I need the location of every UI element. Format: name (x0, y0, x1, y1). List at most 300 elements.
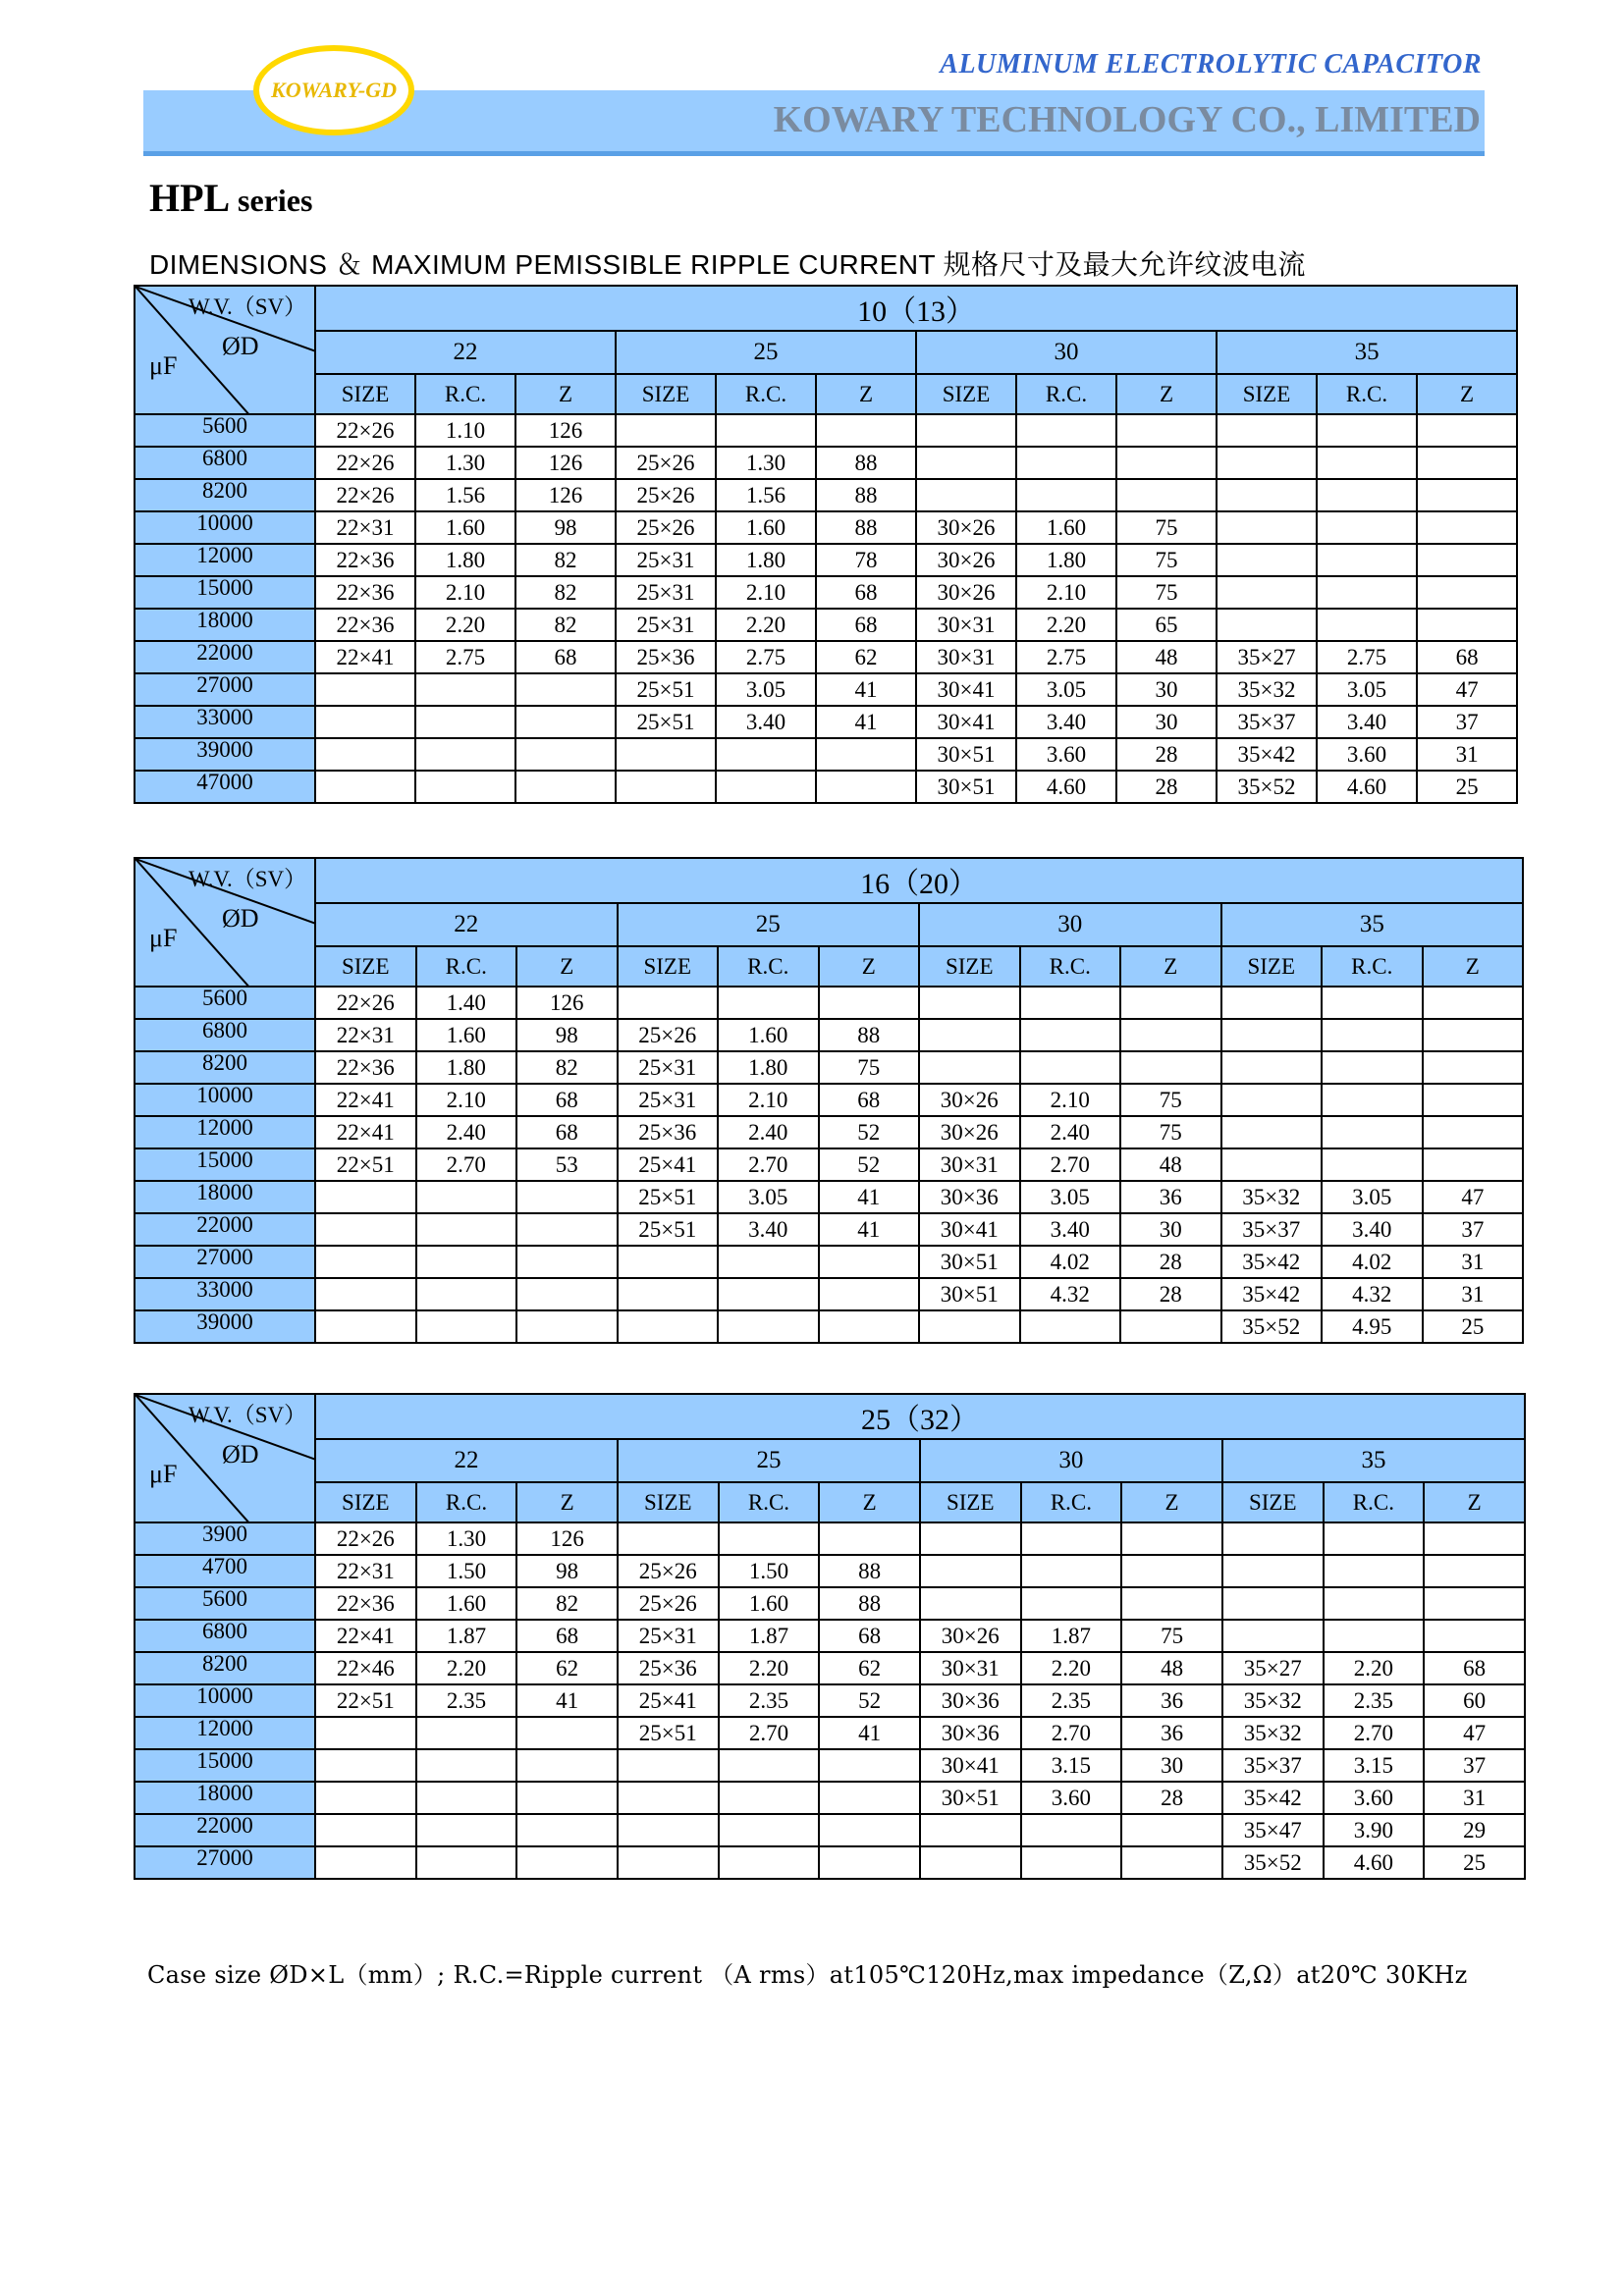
diameter-label: ØD (222, 332, 259, 360)
series-name: HPL (149, 176, 229, 220)
z-cell (1121, 1555, 1222, 1587)
z-cell: 68 (515, 641, 616, 673)
size-cell (618, 1310, 719, 1343)
size-cell: 22×26 (315, 987, 416, 1019)
rc-cell: 1.87 (416, 1620, 517, 1652)
z-cell: 88 (819, 1587, 920, 1620)
size-cell: 25×31 (618, 1084, 719, 1116)
size-cell (1221, 1116, 1323, 1148)
rc-cell: 1.87 (1021, 1620, 1122, 1652)
z-cell (819, 1782, 920, 1814)
z-cell: 52 (819, 1116, 920, 1148)
z-cell (816, 414, 916, 447)
table-row (135, 479, 1517, 511)
rc-cell: 3.05 (1322, 1181, 1423, 1213)
capacitance-cell: 6800 (135, 1019, 315, 1051)
rc-cell (1322, 987, 1423, 1019)
z-cell (1116, 414, 1217, 447)
z-cell: 68 (819, 1084, 920, 1116)
voltage-row (135, 858, 1523, 903)
rc-cell (416, 1181, 517, 1213)
z-cell: 126 (515, 447, 616, 479)
rc-cell: 3.40 (718, 1213, 819, 1246)
rc-cell (1317, 609, 1417, 641)
rc-cell: 3.60 (1317, 738, 1417, 771)
size-cell: 30×26 (919, 1084, 1020, 1116)
z-header: Z (1424, 1482, 1525, 1522)
rc-cell: 2.10 (716, 576, 816, 609)
size-header: SIZE (315, 946, 416, 987)
z-cell: 41 (816, 706, 916, 738)
size-cell: 35×37 (1222, 1749, 1324, 1782)
z-cell: 82 (516, 1587, 618, 1620)
rc-cell (716, 414, 816, 447)
z-cell (1120, 1019, 1221, 1051)
rc-cell: 1.80 (716, 544, 816, 576)
z-cell: 28 (1121, 1782, 1222, 1814)
diameter-header: 25 (616, 331, 916, 374)
size-cell (315, 1310, 416, 1343)
size-cell: 35×52 (1217, 771, 1317, 803)
rc-cell: 2.20 (1324, 1652, 1425, 1684)
rc-cell: 2.40 (1020, 1116, 1121, 1148)
size-cell: 22×51 (315, 1148, 416, 1181)
table-row (135, 1814, 1525, 1846)
z-cell: 68 (1424, 1652, 1525, 1684)
size-cell (1222, 1522, 1324, 1555)
capacitance-cell: 18000 (135, 1782, 315, 1814)
rc-cell (1317, 414, 1417, 447)
rc-cell: 2.20 (716, 609, 816, 641)
size-cell: 35×32 (1221, 1181, 1323, 1213)
size-cell: 30×26 (916, 576, 1016, 609)
z-cell: 126 (516, 1522, 618, 1555)
size-cell (920, 1555, 1021, 1587)
z-cell: 28 (1116, 738, 1217, 771)
footnote: Case size ØD×L（mm）; R.C.=Ripple current （A rms）at105℃120Hz,max impedance（Z,Ω）at20℃ 30KHz (147, 1961, 1468, 1989)
size-cell (1221, 987, 1323, 1019)
z-header: Z (819, 1482, 920, 1522)
size-cell: 22×46 (315, 1652, 416, 1684)
size-cell (1217, 609, 1317, 641)
size-cell: 25×51 (618, 1181, 719, 1213)
rc-cell: 4.60 (1317, 771, 1417, 803)
z-header: Z (816, 374, 916, 414)
size-cell: 35×27 (1217, 641, 1317, 673)
rc-header: R.C. (1324, 1482, 1425, 1522)
diameter-header: 30 (919, 903, 1221, 946)
diameter-header: 30 (920, 1439, 1222, 1482)
size-cell: 35×32 (1222, 1717, 1324, 1749)
spec-table (134, 1393, 1526, 1880)
z-cell (819, 1749, 920, 1782)
rc-cell: 2.10 (416, 1084, 517, 1116)
rc-cell: 3.40 (716, 706, 816, 738)
rc-cell (1016, 414, 1116, 447)
rc-cell (415, 771, 515, 803)
rc-cell (1317, 447, 1417, 479)
rc-cell: 3.15 (1021, 1749, 1122, 1782)
size-cell: 25×36 (616, 641, 716, 673)
z-cell: 30 (1116, 673, 1217, 706)
diameter-header: 35 (1221, 903, 1524, 946)
size-cell: 25×26 (618, 1587, 719, 1620)
size-header: SIZE (919, 946, 1020, 987)
z-cell (516, 1717, 618, 1749)
rc-cell (1021, 1846, 1122, 1879)
z-cell: 48 (1116, 641, 1217, 673)
z-cell: 47 (1423, 1181, 1524, 1213)
company-name: KOWARY TECHNOLOGY CO., LIMITED (773, 99, 1481, 140)
z-cell (1423, 1019, 1524, 1051)
z-cell: 82 (515, 609, 616, 641)
size-cell: 30×51 (919, 1278, 1020, 1310)
rc-cell: 1.80 (718, 1051, 819, 1084)
rc-cell (1322, 1084, 1423, 1116)
z-cell (819, 1846, 920, 1879)
table-row (135, 1749, 1525, 1782)
rc-cell (416, 1782, 517, 1814)
rc-cell: 3.05 (718, 1181, 819, 1213)
size-cell (1222, 1555, 1324, 1587)
rc-cell (415, 673, 515, 706)
size-cell: 22×41 (315, 1116, 416, 1148)
table-row (135, 1148, 1523, 1181)
rc-cell (1324, 1522, 1425, 1555)
rc-cell (416, 1717, 517, 1749)
z-cell: 82 (515, 576, 616, 609)
size-cell (315, 1814, 416, 1846)
rc-cell: 1.56 (415, 479, 515, 511)
rc-cell (1322, 1019, 1423, 1051)
table-row (135, 511, 1517, 544)
rc-cell (415, 738, 515, 771)
z-cell (1120, 987, 1221, 1019)
table-row (135, 1652, 1525, 1684)
size-cell: 35×52 (1221, 1310, 1323, 1343)
z-cell: 30 (1120, 1213, 1221, 1246)
rc-cell (1317, 511, 1417, 544)
z-cell (1417, 576, 1517, 609)
rc-cell: 1.60 (416, 1587, 517, 1620)
page-subtitle: DIMENSIONS ＆ MAXIMUM PEMISSIBLE RIPPLE CURRENT 规格尺寸及最大允许纹波电流 (149, 249, 1306, 280)
rc-cell: 3.15 (1324, 1749, 1425, 1782)
size-cell: 30×36 (920, 1717, 1021, 1749)
size-cell: 25×51 (616, 673, 716, 706)
rc-cell (718, 1310, 819, 1343)
size-cell: 22×41 (315, 641, 415, 673)
rc-cell (718, 987, 819, 1019)
z-cell: 28 (1120, 1246, 1221, 1278)
table-row (135, 1278, 1523, 1310)
series-suffix: series (238, 183, 313, 218)
capacitance-cell: 15000 (135, 1749, 315, 1782)
size-cell: 30×41 (916, 706, 1016, 738)
rc-cell: 3.40 (1322, 1213, 1423, 1246)
z-cell: 37 (1424, 1749, 1525, 1782)
z-cell (1424, 1587, 1525, 1620)
size-cell (315, 1213, 416, 1246)
size-cell: 30×41 (916, 673, 1016, 706)
table-row (135, 1084, 1523, 1116)
size-cell: 22×36 (315, 609, 415, 641)
z-cell (819, 1246, 920, 1278)
size-cell: 35×42 (1222, 1782, 1324, 1814)
z-cell: 82 (516, 1051, 618, 1084)
size-cell: 25×41 (618, 1684, 719, 1717)
rc-cell: 4.02 (1322, 1246, 1423, 1278)
z-header: Z (819, 946, 920, 987)
z-cell: 68 (516, 1620, 618, 1652)
header-corner-cell (135, 858, 315, 987)
z-cell (1424, 1522, 1525, 1555)
z-cell (1423, 1084, 1524, 1116)
capacitance-cell: 8200 (135, 1652, 315, 1684)
rc-cell (1020, 1310, 1121, 1343)
size-cell: 22×26 (315, 414, 415, 447)
rc-cell (1317, 479, 1417, 511)
rc-cell: 2.20 (415, 609, 515, 641)
table-row (135, 576, 1517, 609)
z-cell: 29 (1424, 1814, 1525, 1846)
diameter-label: ØD (222, 1440, 259, 1468)
z-cell: 88 (819, 1019, 920, 1051)
z-cell (1121, 1814, 1222, 1846)
rc-header: R.C. (415, 374, 515, 414)
z-cell (816, 738, 916, 771)
rc-cell (1322, 1116, 1423, 1148)
z-cell: 36 (1121, 1717, 1222, 1749)
rc-cell: 1.80 (416, 1051, 517, 1084)
size-cell (618, 1749, 719, 1782)
size-cell: 25×26 (616, 447, 716, 479)
rc-cell (416, 1213, 517, 1246)
z-cell: 68 (816, 576, 916, 609)
z-cell: 37 (1423, 1213, 1524, 1246)
size-cell: 25×51 (618, 1717, 719, 1749)
company-logo (253, 45, 414, 135)
size-cell (920, 1814, 1021, 1846)
table-row (135, 1181, 1523, 1213)
rc-cell: 2.10 (1016, 576, 1116, 609)
rc-cell: 1.60 (719, 1587, 820, 1620)
product-type-title: ALUMINUM ELECTROLYTIC CAPACITOR (940, 49, 1482, 80)
size-cell: 30×31 (916, 609, 1016, 641)
column-header-row (135, 946, 1523, 987)
size-header: SIZE (315, 374, 415, 414)
table-row (135, 1213, 1523, 1246)
z-cell (516, 1246, 618, 1278)
size-header: SIZE (920, 1482, 1021, 1522)
diameter-label: ØD (222, 904, 259, 933)
capacitance-cell: 27000 (135, 1246, 315, 1278)
rc-cell: 3.40 (1016, 706, 1116, 738)
table-row (135, 1782, 1525, 1814)
z-cell (516, 1181, 618, 1213)
size-cell (1217, 544, 1317, 576)
capacitance-cell: 47000 (135, 771, 315, 803)
capacitance-cell: 5600 (135, 414, 315, 447)
size-cell (315, 706, 415, 738)
rc-cell (416, 1246, 517, 1278)
z-cell: 31 (1423, 1278, 1524, 1310)
z-cell: 88 (819, 1555, 920, 1587)
size-cell: 35×27 (1222, 1652, 1324, 1684)
z-cell: 25 (1417, 771, 1517, 803)
size-cell (618, 1846, 719, 1879)
z-cell: 98 (516, 1019, 618, 1051)
rc-cell: 3.05 (716, 673, 816, 706)
size-cell (920, 1522, 1021, 1555)
size-cell (920, 1587, 1021, 1620)
capacitance-cell: 27000 (135, 1846, 315, 1879)
rc-cell: 2.20 (1021, 1652, 1122, 1684)
rc-cell (416, 1846, 517, 1879)
table-row (135, 1620, 1525, 1652)
z-cell (515, 706, 616, 738)
voltage-row (135, 1394, 1525, 1439)
capacitance-cell: 6800 (135, 447, 315, 479)
z-cell: 48 (1120, 1148, 1221, 1181)
z-header: Z (1121, 1482, 1222, 1522)
z-cell: 36 (1121, 1684, 1222, 1717)
size-cell: 35×42 (1221, 1278, 1323, 1310)
logo-text: KOWARY-GD (271, 78, 397, 102)
z-cell (516, 1749, 618, 1782)
rc-header: R.C. (719, 1482, 820, 1522)
z-cell (1417, 414, 1517, 447)
size-cell (315, 771, 415, 803)
header-corner-cell (135, 286, 315, 414)
rc-cell: 2.35 (1021, 1684, 1122, 1717)
rc-cell (1016, 479, 1116, 511)
size-cell: 30×26 (916, 544, 1016, 576)
size-cell (618, 1782, 719, 1814)
rc-cell (716, 738, 816, 771)
size-cell: 22×26 (315, 479, 415, 511)
spec-table (134, 285, 1518, 804)
table-row (135, 1051, 1523, 1084)
size-header: SIZE (315, 1482, 416, 1522)
z-cell: 47 (1424, 1717, 1525, 1749)
z-cell: 62 (816, 641, 916, 673)
table-row (135, 706, 1517, 738)
capacitance-label: μF (149, 1460, 178, 1488)
size-cell (1222, 1587, 1324, 1620)
capacitance-cell: 18000 (135, 609, 315, 641)
size-cell (919, 1019, 1020, 1051)
voltage-header: 16（20） (315, 858, 1523, 903)
size-cell: 35×32 (1217, 673, 1317, 706)
rc-cell: 3.05 (1317, 673, 1417, 706)
diameter-header: 30 (916, 331, 1217, 374)
size-cell (315, 673, 415, 706)
rc-cell: 1.50 (416, 1555, 517, 1587)
rc-cell (1324, 1620, 1425, 1652)
capacitance-cell: 33000 (135, 706, 315, 738)
z-cell: 126 (515, 414, 616, 447)
table-row (135, 1717, 1525, 1749)
z-cell: 47 (1417, 673, 1517, 706)
rc-cell: 2.70 (416, 1148, 517, 1181)
rc-cell: 2.70 (1021, 1717, 1122, 1749)
rc-cell (1317, 544, 1417, 576)
diameter-header: 22 (315, 903, 618, 946)
capacitance-cell: 15000 (135, 1148, 315, 1181)
size-cell: 35×47 (1222, 1814, 1324, 1846)
size-cell: 22×36 (315, 576, 415, 609)
capacitance-cell: 10000 (135, 1684, 315, 1717)
rc-cell: 1.30 (416, 1522, 517, 1555)
z-cell: 68 (816, 609, 916, 641)
z-cell (1116, 447, 1217, 479)
z-cell (1424, 1620, 1525, 1652)
rc-cell: 1.87 (719, 1620, 820, 1652)
size-cell (1221, 1051, 1323, 1084)
rc-cell: 4.32 (1322, 1278, 1423, 1310)
voltage-header: 25（32） (315, 1394, 1525, 1439)
size-cell: 30×41 (920, 1749, 1021, 1782)
size-cell (920, 1846, 1021, 1879)
rc-cell: 2.70 (1020, 1148, 1121, 1181)
table-row (135, 1019, 1523, 1051)
capacitance-cell: 12000 (135, 1717, 315, 1749)
size-cell: 25×26 (618, 1555, 719, 1587)
rc-cell: 2.75 (1317, 641, 1417, 673)
rc-cell: 2.20 (719, 1652, 820, 1684)
capacitance-cell: 6800 (135, 1620, 315, 1652)
size-cell (1217, 479, 1317, 511)
rc-cell (1317, 576, 1417, 609)
size-cell: 30×31 (919, 1148, 1020, 1181)
table-row (135, 1684, 1525, 1717)
rc-cell: 2.10 (415, 576, 515, 609)
table-row (135, 1587, 1525, 1620)
size-cell: 30×36 (920, 1684, 1021, 1717)
z-cell: 28 (1116, 771, 1217, 803)
z-cell: 68 (516, 1116, 618, 1148)
capacitance-cell: 3900 (135, 1522, 315, 1555)
size-cell (1221, 1084, 1323, 1116)
table-row (135, 987, 1523, 1019)
diameter-header: 35 (1217, 331, 1517, 374)
rc-header: R.C. (1317, 374, 1417, 414)
rc-cell: 2.20 (1016, 609, 1116, 641)
table-row (135, 771, 1517, 803)
rc-cell: 1.40 (416, 987, 517, 1019)
z-cell: 28 (1120, 1278, 1221, 1310)
size-cell: 30×31 (920, 1652, 1021, 1684)
z-cell: 60 (1424, 1684, 1525, 1717)
rc-cell: 4.02 (1020, 1246, 1121, 1278)
size-header: SIZE (616, 374, 716, 414)
z-cell: 75 (1116, 511, 1217, 544)
rc-cell: 2.10 (718, 1084, 819, 1116)
size-cell: 22×51 (315, 1684, 416, 1717)
z-cell (1424, 1555, 1525, 1587)
size-cell: 30×26 (919, 1116, 1020, 1148)
size-cell: 22×41 (315, 1084, 416, 1116)
z-cell (516, 1814, 618, 1846)
size-cell: 25×26 (616, 511, 716, 544)
size-cell (1217, 447, 1317, 479)
rc-cell: 3.60 (1324, 1782, 1425, 1814)
size-cell: 22×36 (315, 1587, 416, 1620)
size-cell (315, 1181, 416, 1213)
size-cell (315, 1278, 416, 1310)
rc-cell (1020, 1051, 1121, 1084)
z-cell: 37 (1417, 706, 1517, 738)
